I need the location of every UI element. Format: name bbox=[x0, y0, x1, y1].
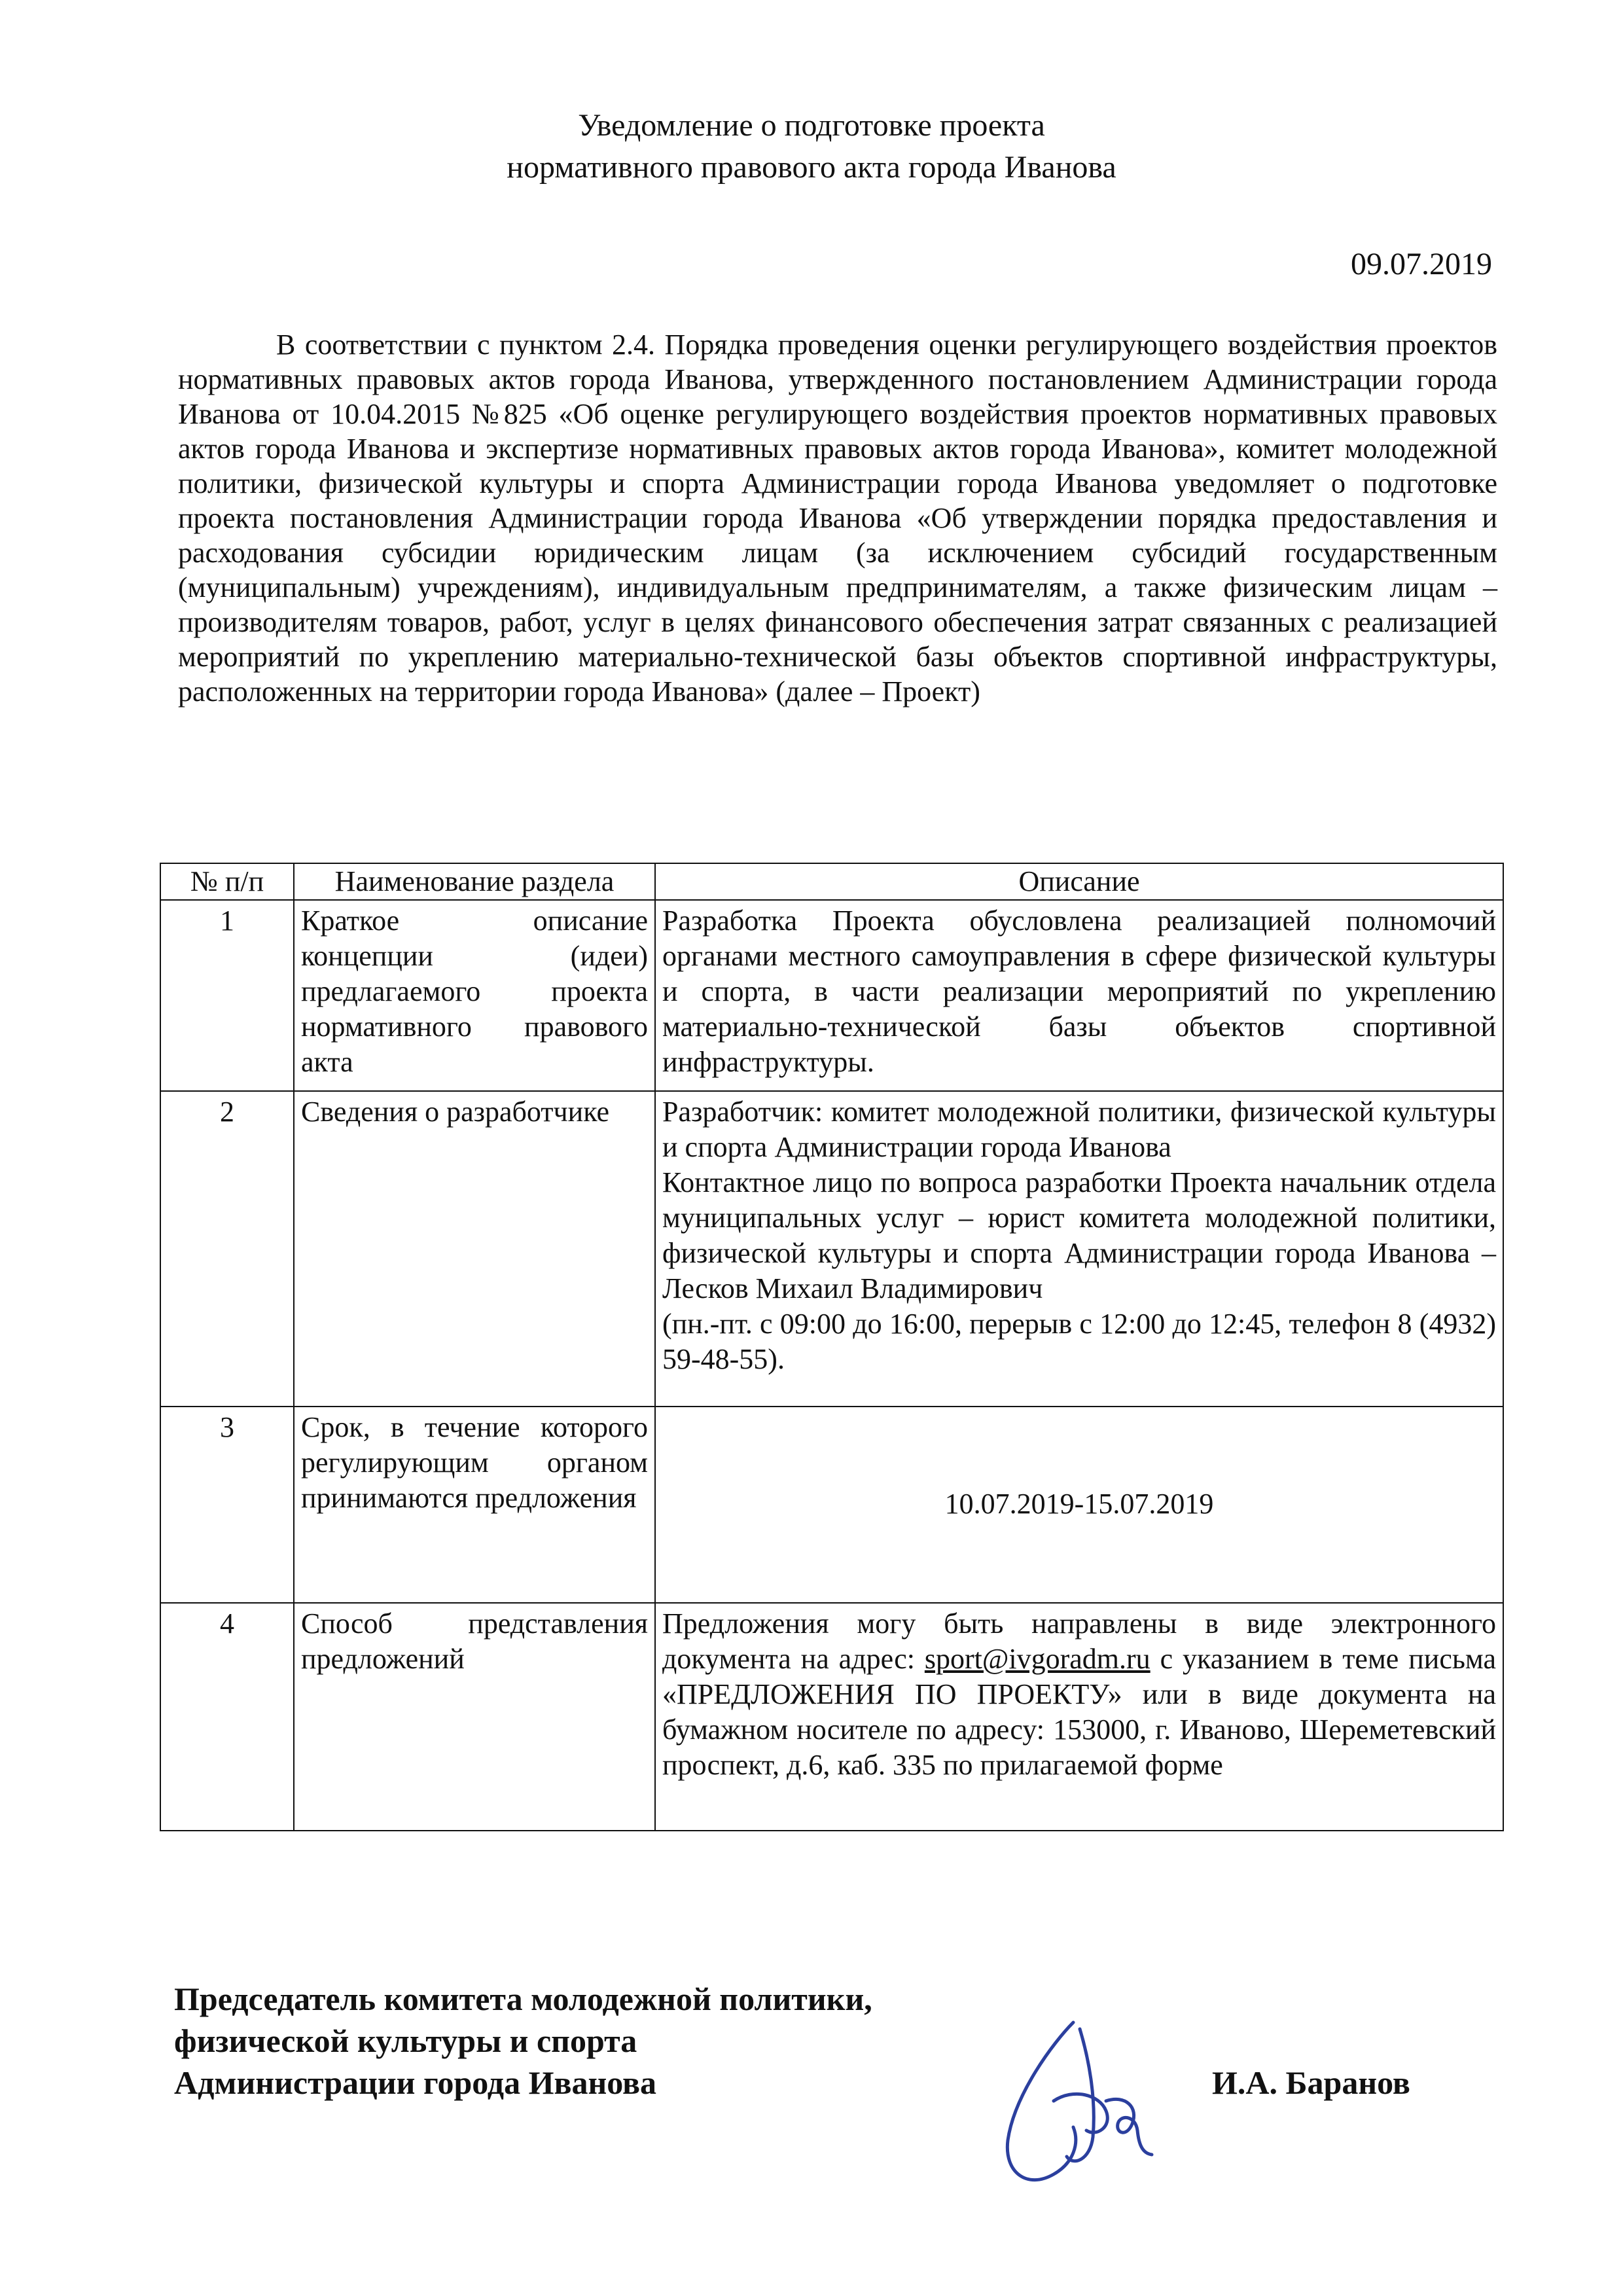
developer-line: Разработчик: комитет молодежной политики, физической культуры и спорта Администрации города Иванова bbox=[662, 1096, 1496, 1163]
contact-person-line: Контактное лицо по вопроса разработки Проекта начальник отдела муниципальных услуг – юрист комитета молодежной политики, физической культуры и спорта Администрации города Иванова – Лесков Михаил Владимирович bbox=[662, 1166, 1496, 1304]
row-name: Срок, в течение которого регулирующим органом принимаются предложения bbox=[294, 1407, 655, 1603]
signatory-line-2: физической культуры и спорта bbox=[174, 2022, 637, 2059]
table-row bbox=[160, 1091, 1503, 1407]
row-desc: Разработка Проекта обусловлена реализацией полномочий органами местного самоуправления в сфере физической культуры и спорта, в части реализации мероприятий по укреплению материально-технической базы объектов спортивной инфраструктуры. bbox=[655, 900, 1503, 1091]
desc-text-before: Предложения могу быть направлены в виде электронного документа на адрес: bbox=[662, 1607, 1496, 1675]
header-desc: Описание bbox=[655, 863, 1503, 900]
header-name: Наименование раздела bbox=[294, 863, 655, 900]
table-header-row bbox=[160, 863, 1503, 900]
title-line-1: Уведомление о подготовке проекта bbox=[578, 108, 1045, 143]
row-desc: 10.07.2019-15.07.2019 bbox=[655, 1407, 1503, 1603]
document-date: 09.07.2019 bbox=[1351, 247, 1492, 281]
signatory-position bbox=[174, 1978, 872, 2104]
row-name: Сведения о разработчике bbox=[294, 1091, 655, 1407]
document-title bbox=[0, 105, 1623, 188]
signatory-line-3: Администрации города Иванова bbox=[174, 2064, 657, 2101]
row-num: 2 bbox=[160, 1091, 294, 1407]
table-row bbox=[160, 1603, 1503, 1831]
title-line-2: нормативного правового акта города Иванова bbox=[507, 150, 1116, 185]
row-num: 3 bbox=[160, 1407, 294, 1603]
header-num: № п/п bbox=[160, 863, 294, 900]
info-table bbox=[160, 863, 1504, 1831]
intro-paragraph: В соответствии с пунктом 2.4. Порядка проведения оценки регулирующего воздействия проектов нормативных правовых актов города Иванова, утвержденного постановлением Администрации города Иванова от 10.04.2015 №825 «Об оценке регулирующего воздействия проектов нормативных правовых актов города Иванова и экспертизе нормативных правовых актов города Иванова», комитет молодежной политики, физической культуры и спорта Администрации города Иванова уведомляет о подготовке проекта постановления Администрации города Иванова «Об утверждении порядка предоставления и расходования субсидии юридическим лицам (за исключением субсидий государственным (муниципальным) учреждениям), индивидуальным предпринимателям, а также физическим лицам – производителям товаров, работ, услуг в целях финансового обеспечения затрат связанных с реализацией мероприятий по укреплению материально-технической базы объектов спортивной инфраструктуры, расположенных на территории города Иванова» (далее – Проект) bbox=[178, 329, 1497, 708]
row-desc bbox=[655, 1091, 1503, 1407]
signatory-line-1: Председатель комитета молодежной политики, bbox=[174, 1981, 872, 2017]
desc-text-after: с указанием в теме письма «ПРЕДЛОЖЕНИЯ ПО ПРОЕКТУ» или в виде документа на бумажном носителе по адресу: 153000, г. Иваново, Шереметевский проспект, д.6, каб. 335 по прилагаемой форме bbox=[662, 1643, 1496, 1781]
table-row bbox=[160, 1407, 1503, 1603]
row-desc bbox=[655, 1603, 1503, 1831]
row-num: 1 bbox=[160, 900, 294, 1091]
work-hours-line: (пн.-пт. с 09:00 до 16:00, перерыв с 12:00 до 12:45, телефон 8 (4932) 59-48-55). bbox=[662, 1308, 1496, 1375]
table-row bbox=[160, 900, 1503, 1091]
signer-name: И.А. Баранов bbox=[1212, 2064, 1410, 2101]
row-name: Способ представления предложений bbox=[294, 1603, 655, 1831]
row-name: Краткое описание концепции (идеи) предлагаемого проекта нормативного правового акта bbox=[294, 900, 655, 1091]
row-num: 4 bbox=[160, 1603, 294, 1831]
handwritten-signature bbox=[975, 2003, 1165, 2199]
email-link[interactable]: sport@ivgoradm.ru bbox=[924, 1643, 1150, 1675]
